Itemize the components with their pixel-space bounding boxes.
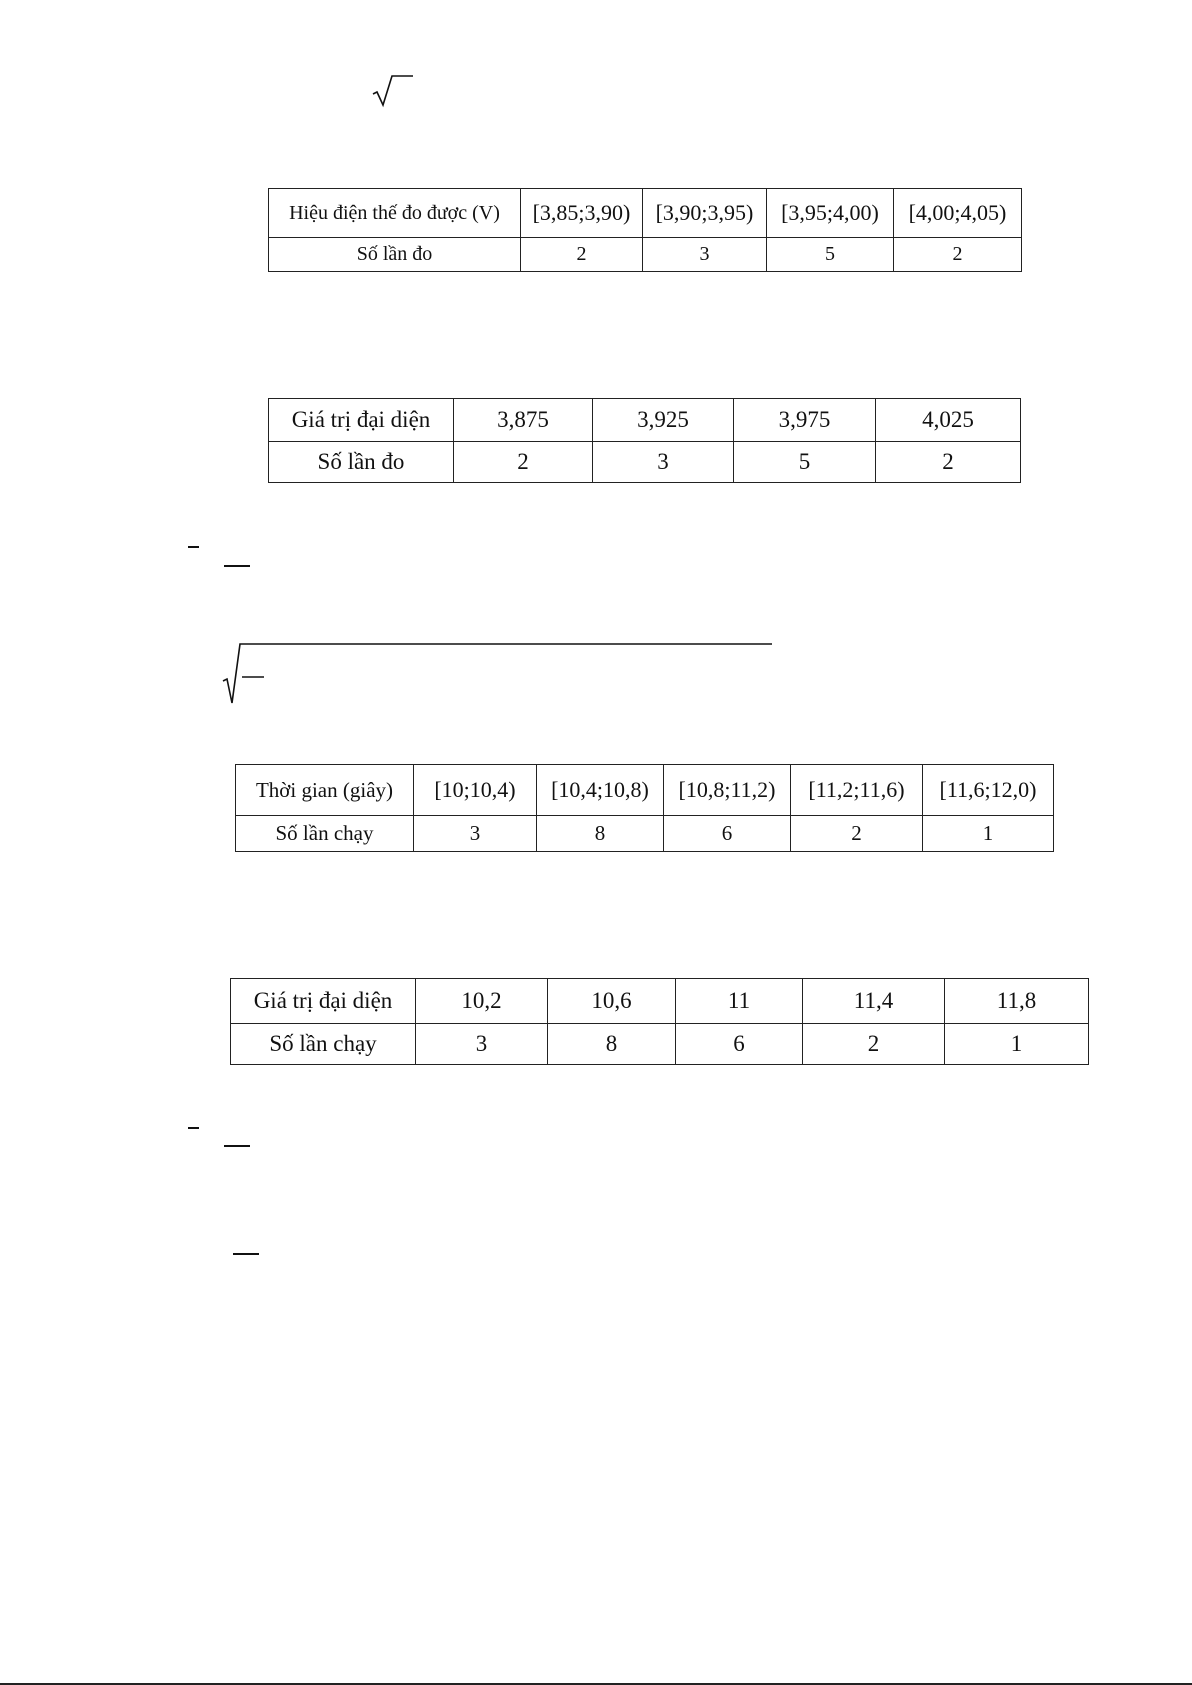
fraction-bar	[224, 1145, 250, 1147]
mean-bar-mark	[188, 546, 199, 548]
count-cell: 3	[643, 238, 767, 272]
value-cell: 11,4	[803, 979, 945, 1024]
interval-cell: [10,4;10,8)	[537, 765, 664, 816]
value-cell: 11	[676, 979, 803, 1024]
interval-cell: [11,6;12,0)	[923, 765, 1054, 816]
voltage-interval-table	[268, 188, 1022, 272]
interval-cell: [3,95;4,00)	[767, 189, 894, 238]
count-cell: 2	[521, 238, 643, 272]
sqrt-symbol-top	[372, 74, 414, 108]
interval-cell: [10;10,4)	[414, 765, 537, 816]
interval-cell: [10,8;11,2)	[664, 765, 791, 816]
header-cell: Hiệu điện thế đo được (V)	[269, 189, 521, 238]
fraction-bar	[233, 1253, 259, 1255]
count-cell: 1	[923, 816, 1054, 852]
count-cell: 8	[537, 816, 664, 852]
row-label-cell: Số lần đo	[269, 442, 454, 483]
table-row	[269, 238, 1022, 272]
table-row	[269, 399, 1021, 442]
count-cell: 6	[664, 816, 791, 852]
mean-bar-mark	[188, 1127, 199, 1129]
value-cell: 3,875	[454, 399, 593, 442]
interval-cell: [11,2;11,6)	[791, 765, 923, 816]
table-row	[236, 816, 1054, 852]
count-cell: 2	[876, 442, 1021, 483]
interval-cell: [3,90;3,95)	[643, 189, 767, 238]
voltage-representative-table	[268, 398, 1021, 483]
count-cell: 2	[803, 1024, 945, 1065]
count-cell: 3	[416, 1024, 548, 1065]
fraction-bar	[224, 565, 250, 567]
row-label-cell: Số lần đo	[269, 238, 521, 272]
sqrt-symbol-long	[222, 643, 774, 705]
value-cell: 10,6	[548, 979, 676, 1024]
count-cell: 5	[767, 238, 894, 272]
count-cell: 2	[454, 442, 593, 483]
value-cell: 4,025	[876, 399, 1021, 442]
count-cell: 5	[734, 442, 876, 483]
table-row	[231, 1024, 1089, 1065]
time-interval-table	[235, 764, 1054, 852]
header-cell: Giá trị đại diện	[231, 979, 416, 1024]
table-row	[269, 189, 1022, 238]
value-cell: 3,925	[593, 399, 734, 442]
header-cell: Thời gian (giây)	[236, 765, 414, 816]
header-cell: Giá trị đại diện	[269, 399, 454, 442]
interval-cell: [3,85;3,90)	[521, 189, 643, 238]
value-cell: 10,2	[416, 979, 548, 1024]
row-label-cell: Số lần chạy	[236, 816, 414, 852]
table-row	[269, 442, 1021, 483]
interval-cell: [4,00;4,05)	[894, 189, 1022, 238]
count-cell: 1	[945, 1024, 1089, 1065]
count-cell: 8	[548, 1024, 676, 1065]
table-row	[236, 765, 1054, 816]
count-cell: 3	[414, 816, 537, 852]
value-cell: 3,975	[734, 399, 876, 442]
count-cell: 6	[676, 1024, 803, 1065]
time-representative-table	[230, 978, 1089, 1065]
count-cell: 2	[894, 238, 1022, 272]
count-cell: 2	[791, 816, 923, 852]
value-cell: 11,8	[945, 979, 1089, 1024]
table-row	[231, 979, 1089, 1024]
row-label-cell: Số lần chạy	[231, 1024, 416, 1065]
count-cell: 3	[593, 442, 734, 483]
